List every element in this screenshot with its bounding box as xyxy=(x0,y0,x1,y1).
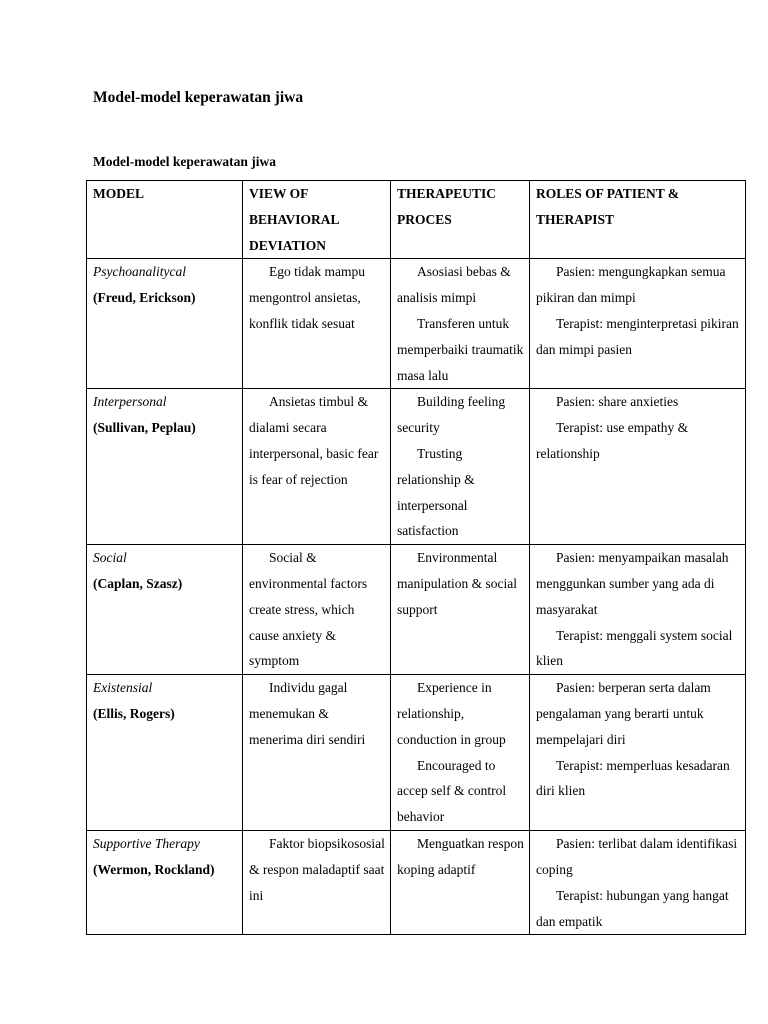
view-cell xyxy=(243,545,391,675)
view-text: Faktor biopsikososial & respon maladaptif saat ini xyxy=(249,836,385,903)
header-view-of-behavioral-deviation: VIEW OF BEHAVIORAL DEVIATION xyxy=(243,181,391,259)
process-cell xyxy=(391,675,530,831)
process-cell xyxy=(391,259,530,389)
model-name: Social xyxy=(93,550,127,566)
process-cell xyxy=(391,545,530,675)
roles-cell xyxy=(530,675,746,831)
model-name: Existensial xyxy=(93,680,153,696)
model-authors: (Sullivan, Peplau) xyxy=(93,420,196,436)
model-cell xyxy=(87,831,243,935)
table-row xyxy=(87,831,746,935)
model-cell xyxy=(87,389,243,545)
header-roles-of-patient-therapist: ROLES OF PATIENT & THERAPIST xyxy=(530,181,746,259)
table-row xyxy=(87,259,746,389)
roles-text: Pasien: berperan serta dalam pengalaman yang berarti untuk mempelajari diri xyxy=(536,680,711,747)
model-name: Supportive Therapy xyxy=(93,836,200,852)
view-text: Social & environmental factors create stress, which cause anxiety & symptom xyxy=(249,550,368,669)
process-cell xyxy=(391,831,530,935)
roles-cell xyxy=(530,545,746,675)
view-text: Ego tidak mampu mengontrol ansietas, konflik tidak sesuat xyxy=(249,264,365,331)
table-row xyxy=(87,545,746,675)
roles-text: Terapist: menggali system social klien xyxy=(536,627,733,669)
model-name: Interpersonal xyxy=(93,394,167,410)
roles-cell xyxy=(530,831,746,935)
view-text: Individu gagal menemukan & menerima diri sendiri xyxy=(249,680,366,747)
process-text: Asosiasi bebas & analisis mimpi xyxy=(397,264,511,306)
model-name: Psychoanalitycal xyxy=(93,264,186,280)
roles-text: Terapist: use empathy & relationship xyxy=(536,420,689,461)
model-cell xyxy=(87,259,243,389)
view-cell xyxy=(243,675,391,831)
process-text: Building feeling security xyxy=(397,394,506,436)
roles-cell xyxy=(530,259,746,389)
process-text: Environmental manipulation & social support xyxy=(397,550,517,617)
nursing-models-table xyxy=(86,180,746,935)
roles-text: Terapist: hubungan yang hangat dan empatik xyxy=(536,887,729,929)
process-cell xyxy=(391,389,530,545)
roles-text: Pasien: share anxieties xyxy=(556,394,679,410)
header-model: MODEL xyxy=(87,181,243,259)
table-row xyxy=(87,675,746,831)
table-header-row xyxy=(87,181,746,259)
process-text: Experience in relationship, conduction in group xyxy=(397,680,506,747)
roles-cell xyxy=(530,389,746,545)
process-text: Menguatkan respon koping adaptif xyxy=(397,836,524,877)
roles-text: Pasien: mengungkapkan semua pikiran dan mimpi xyxy=(536,264,726,306)
model-authors: (Freud, Erickson) xyxy=(93,290,196,306)
table-caption: Model-model keperawatan jiwa xyxy=(93,154,276,169)
process-text: Trusting relationship & interpersonal satisfaction xyxy=(397,445,475,539)
view-cell xyxy=(243,259,391,389)
view-cell xyxy=(243,831,391,935)
process-text: Encouraged to accep self & control behavior xyxy=(397,757,507,825)
model-cell xyxy=(87,545,243,675)
document-title: Model-model keperawatan jiwa xyxy=(93,89,304,106)
roles-text: Pasien: menyampaikan masalah menggunkan sumber yang ada di masyarakat xyxy=(536,550,729,617)
roles-text: Terapist: memperluas kesadaran diri klien xyxy=(536,757,730,799)
model-authors: (Caplan, Szasz) xyxy=(93,575,183,591)
table-row xyxy=(87,389,746,545)
view-text: Ansietas timbul & dialami secara interpersonal, basic fear is fear of rejection xyxy=(249,394,379,487)
process-text: Transferen untuk memperbaiki traumatik masa lalu xyxy=(397,315,524,383)
model-cell xyxy=(87,675,243,831)
model-authors: (Ellis, Rogers) xyxy=(93,705,175,721)
header-therapeutic-proces: THERAPEUTIC PROCES xyxy=(391,181,530,259)
view-cell xyxy=(243,389,391,545)
roles-text: Pasien: terlibat dalam identifikasi coping xyxy=(536,836,738,877)
roles-text: Terapist: menginterpretasi pikiran dan mimpi pasien xyxy=(536,315,739,357)
model-authors: (Wermon, Rockland) xyxy=(93,861,215,877)
